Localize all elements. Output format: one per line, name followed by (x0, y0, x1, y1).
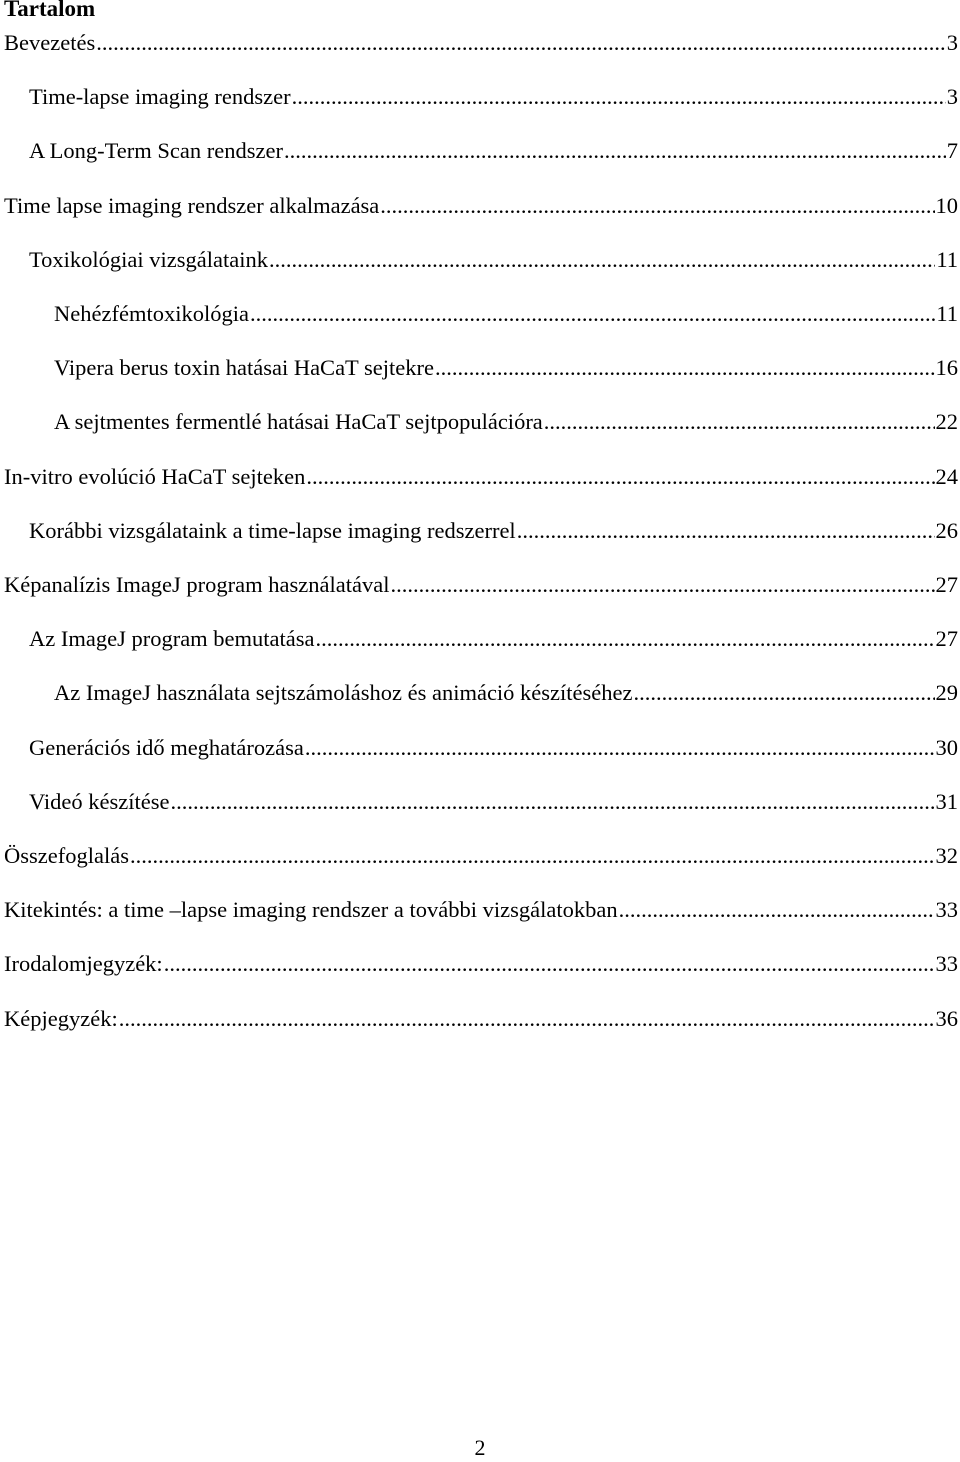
toc-entry[interactable] (29, 787, 960, 817)
toc-entry-page: 24 (935, 463, 958, 489)
toc-entry[interactable] (54, 407, 960, 437)
toc-entry-label: Vipera berus toxin hatásai HaCaT sejtekre (54, 355, 434, 381)
toc-entry-label: Time-lapse imaging rendszer (29, 84, 291, 110)
toc-entry-page: 27 (935, 572, 958, 597)
toc-dot-leader (119, 1004, 935, 1034)
toc-dot-leader (316, 624, 935, 654)
toc-entry[interactable] (54, 678, 960, 708)
toc-entry-page: 30 (935, 734, 958, 760)
toc-entry-page: 22 (935, 409, 958, 435)
toc-entry-label: Kitekintés: a time –lapse imaging rendszer a további vizsgálatokban (4, 897, 618, 923)
toc-entry[interactable] (29, 624, 960, 654)
toc-entry-page: 29 (935, 680, 958, 706)
toc-dot-leader (305, 733, 935, 763)
toc-title: Tartalom (4, 0, 96, 21)
toc-entry-label: Irodalomjegyzék: (4, 951, 163, 977)
toc-entry-label: Generációs idő meghatározása (29, 734, 304, 760)
toc-dot-leader (619, 895, 935, 925)
toc-entry-label: Összefoglalás (4, 843, 129, 868)
toc-entry-page: 36 (935, 1005, 958, 1031)
toc-entry-page: 16 (935, 355, 958, 381)
toc-entry-label: In-vitro evolúció HaCaT sejteken (4, 463, 306, 489)
toc-entry-page: 26 (935, 517, 958, 543)
toc-dot-leader (634, 678, 935, 708)
toc-dot-leader (435, 353, 935, 383)
toc-entry-label: Bevezetés (4, 30, 96, 55)
toc-entry[interactable] (29, 516, 960, 546)
toc-entry[interactable] (4, 462, 960, 492)
toc-entry-label: Time lapse imaging rendszer alkalmazása (4, 192, 380, 218)
toc-entry-page: 3 (946, 30, 958, 55)
toc-entry[interactable] (29, 733, 960, 763)
toc-entry[interactable] (4, 570, 960, 600)
toc-entry-page: 10 (935, 192, 958, 218)
toc-dot-leader (284, 136, 946, 166)
toc-dot-leader (544, 407, 935, 437)
toc-dot-leader (130, 841, 935, 871)
toc-entry-page: 27 (935, 626, 958, 652)
toc-entry-page: 11 (936, 301, 958, 326)
toc-entry-page: 33 (935, 897, 958, 923)
toc-entry-page: 31 (935, 788, 958, 814)
toc-dot-leader (269, 245, 935, 275)
toc-entry-label: Korábbi vizsgálataink a time-lapse imaging redszerrel (29, 517, 516, 543)
toc-entry-label: Az ImageJ használata sejtszámoláshoz és animáció készítéséhez (54, 680, 633, 706)
toc-entry[interactable] (29, 82, 960, 112)
toc-entry-label: A sejtmentes fermentlé hatásai HaCaT sejtpopulációra (54, 409, 543, 435)
toc-dot-leader (96, 28, 946, 58)
page-number: 2 (474, 1435, 486, 1460)
toc-dot-leader (164, 949, 935, 979)
toc-entry[interactable] (4, 1004, 960, 1034)
toc-entry-page: 7 (946, 138, 958, 164)
toc-entry-page: 32 (935, 843, 958, 868)
toc-entry-label: A Long-Term Scan rendszer (29, 138, 283, 164)
toc-entry-label: Toxikológiai vizsgálataink (29, 246, 268, 272)
toc-entry[interactable] (54, 299, 960, 329)
toc-dot-leader (390, 570, 934, 600)
toc-entry[interactable] (4, 841, 960, 871)
toc-dot-leader (170, 787, 934, 817)
toc-entry[interactable] (29, 136, 960, 166)
toc-entry-label: Videó készítése (29, 788, 170, 814)
toc-entry-label: Képjegyzék: (4, 1005, 118, 1031)
toc-entry[interactable] (4, 949, 960, 979)
toc-entry-page: 3 (946, 84, 958, 110)
toc-entry-label: Az ImageJ program bemutatása (29, 626, 315, 652)
toc-entry-page: 11 (936, 246, 958, 272)
toc-entry[interactable] (4, 895, 960, 925)
toc-entry[interactable] (4, 191, 960, 221)
toc-dot-leader (292, 82, 946, 112)
toc-entry[interactable] (54, 353, 960, 383)
toc-dot-leader (306, 462, 934, 492)
toc-entry[interactable] (4, 28, 960, 58)
toc-dot-leader (250, 299, 935, 329)
toc-dot-leader (517, 516, 935, 546)
toc-entry[interactable] (29, 245, 960, 275)
toc-entry-page: 33 (935, 951, 958, 977)
toc-dot-leader (380, 191, 934, 221)
toc-entry-label: Képanalízis ImageJ program használatával (4, 572, 390, 597)
toc-entry-label: Nehézfémtoxikológia (54, 301, 249, 326)
